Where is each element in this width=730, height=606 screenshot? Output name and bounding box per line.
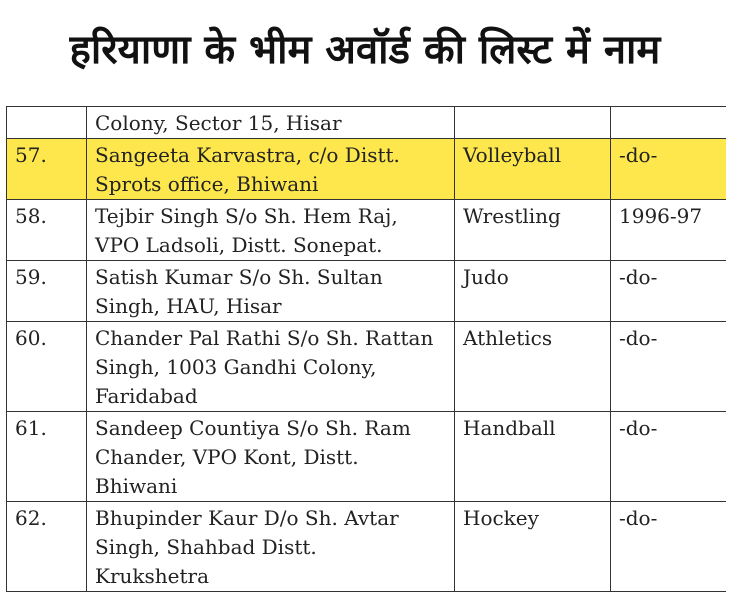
- serial-number-cell: 57.: [7, 139, 87, 200]
- serial-number-cell: 58.: [7, 200, 87, 261]
- name-address-line: Chander, VPO Kont, Distt.: [95, 445, 359, 469]
- table-row: [7, 412, 727, 502]
- year-cell: 1996-97: [611, 200, 727, 261]
- year-cell: [611, 107, 727, 139]
- name-address-cell: [87, 261, 455, 322]
- name-address-line: Tejbir Singh S/o Sh. Hem Raj,: [95, 204, 398, 228]
- serial-number-cell: 59.: [7, 261, 87, 322]
- name-address-line: Krukshetra: [95, 564, 210, 588]
- name-address-cell: [87, 412, 455, 502]
- name-address-line: Colony, Sector 15, Hisar: [95, 111, 342, 135]
- sport-cell: Athletics: [455, 322, 611, 412]
- sport-cell: Volleyball: [455, 139, 611, 200]
- award-list-body: [7, 107, 727, 592]
- name-address-line: Faridabad: [95, 384, 198, 408]
- sport-cell: Handball: [455, 412, 611, 502]
- award-list-table-container: [6, 106, 726, 606]
- name-address-line: Sprots office, Bhiwani: [95, 172, 319, 196]
- year-cell: -do-: [611, 139, 727, 200]
- name-address-cell: [87, 139, 455, 200]
- serial-number-cell: 61.: [7, 412, 87, 502]
- name-address-line: Bhiwani: [95, 474, 178, 498]
- year-cell: -do-: [611, 261, 727, 322]
- year-cell: -do-: [611, 412, 727, 502]
- name-address-line: VPO Ladsoli, Distt. Sonepat.: [95, 233, 383, 257]
- table-row: [7, 200, 727, 261]
- sport-cell: Hockey: [455, 502, 611, 592]
- name-address-line: Satish Kumar S/o Sh. Sultan: [95, 265, 383, 289]
- name-address-line: Bhupinder Kaur D/o Sh. Avtar: [95, 506, 399, 530]
- name-address-line: Sangeeta Karvastra, c/o Distt.: [95, 143, 400, 167]
- serial-number-cell: 62.: [7, 502, 87, 592]
- name-address-cell: [87, 322, 455, 412]
- name-address-line: Sandeep Countiya S/o Sh. Ram: [95, 416, 411, 440]
- table-row: [7, 107, 727, 139]
- name-address-cell: [87, 200, 455, 261]
- name-address-cell: [87, 502, 455, 592]
- table-row: [7, 322, 727, 412]
- name-address-line: Singh, Shahbad Distt.: [95, 535, 317, 559]
- sport-cell: Judo: [455, 261, 611, 322]
- serial-number-cell: [7, 107, 87, 139]
- name-address-line: Singh, HAU, Hisar: [95, 294, 282, 318]
- headline: हरियाणा के भीम अवॉर्ड की लिस्ट में नाम: [69, 27, 661, 73]
- year-cell: -do-: [611, 322, 727, 412]
- sport-cell: [455, 107, 611, 139]
- year-cell: -do-: [611, 502, 727, 592]
- name-address-line: Chander Pal Rathi S/o Sh. Rattan: [95, 326, 434, 350]
- table-row: [7, 502, 727, 592]
- award-list-table: [6, 106, 726, 592]
- table-row: [7, 139, 727, 200]
- serial-number-cell: 60.: [7, 322, 87, 412]
- name-address-cell: [87, 107, 455, 139]
- sport-cell: Wrestling: [455, 200, 611, 261]
- table-row: [7, 261, 727, 322]
- name-address-line: Singh, 1003 Gandhi Colony,: [95, 355, 377, 379]
